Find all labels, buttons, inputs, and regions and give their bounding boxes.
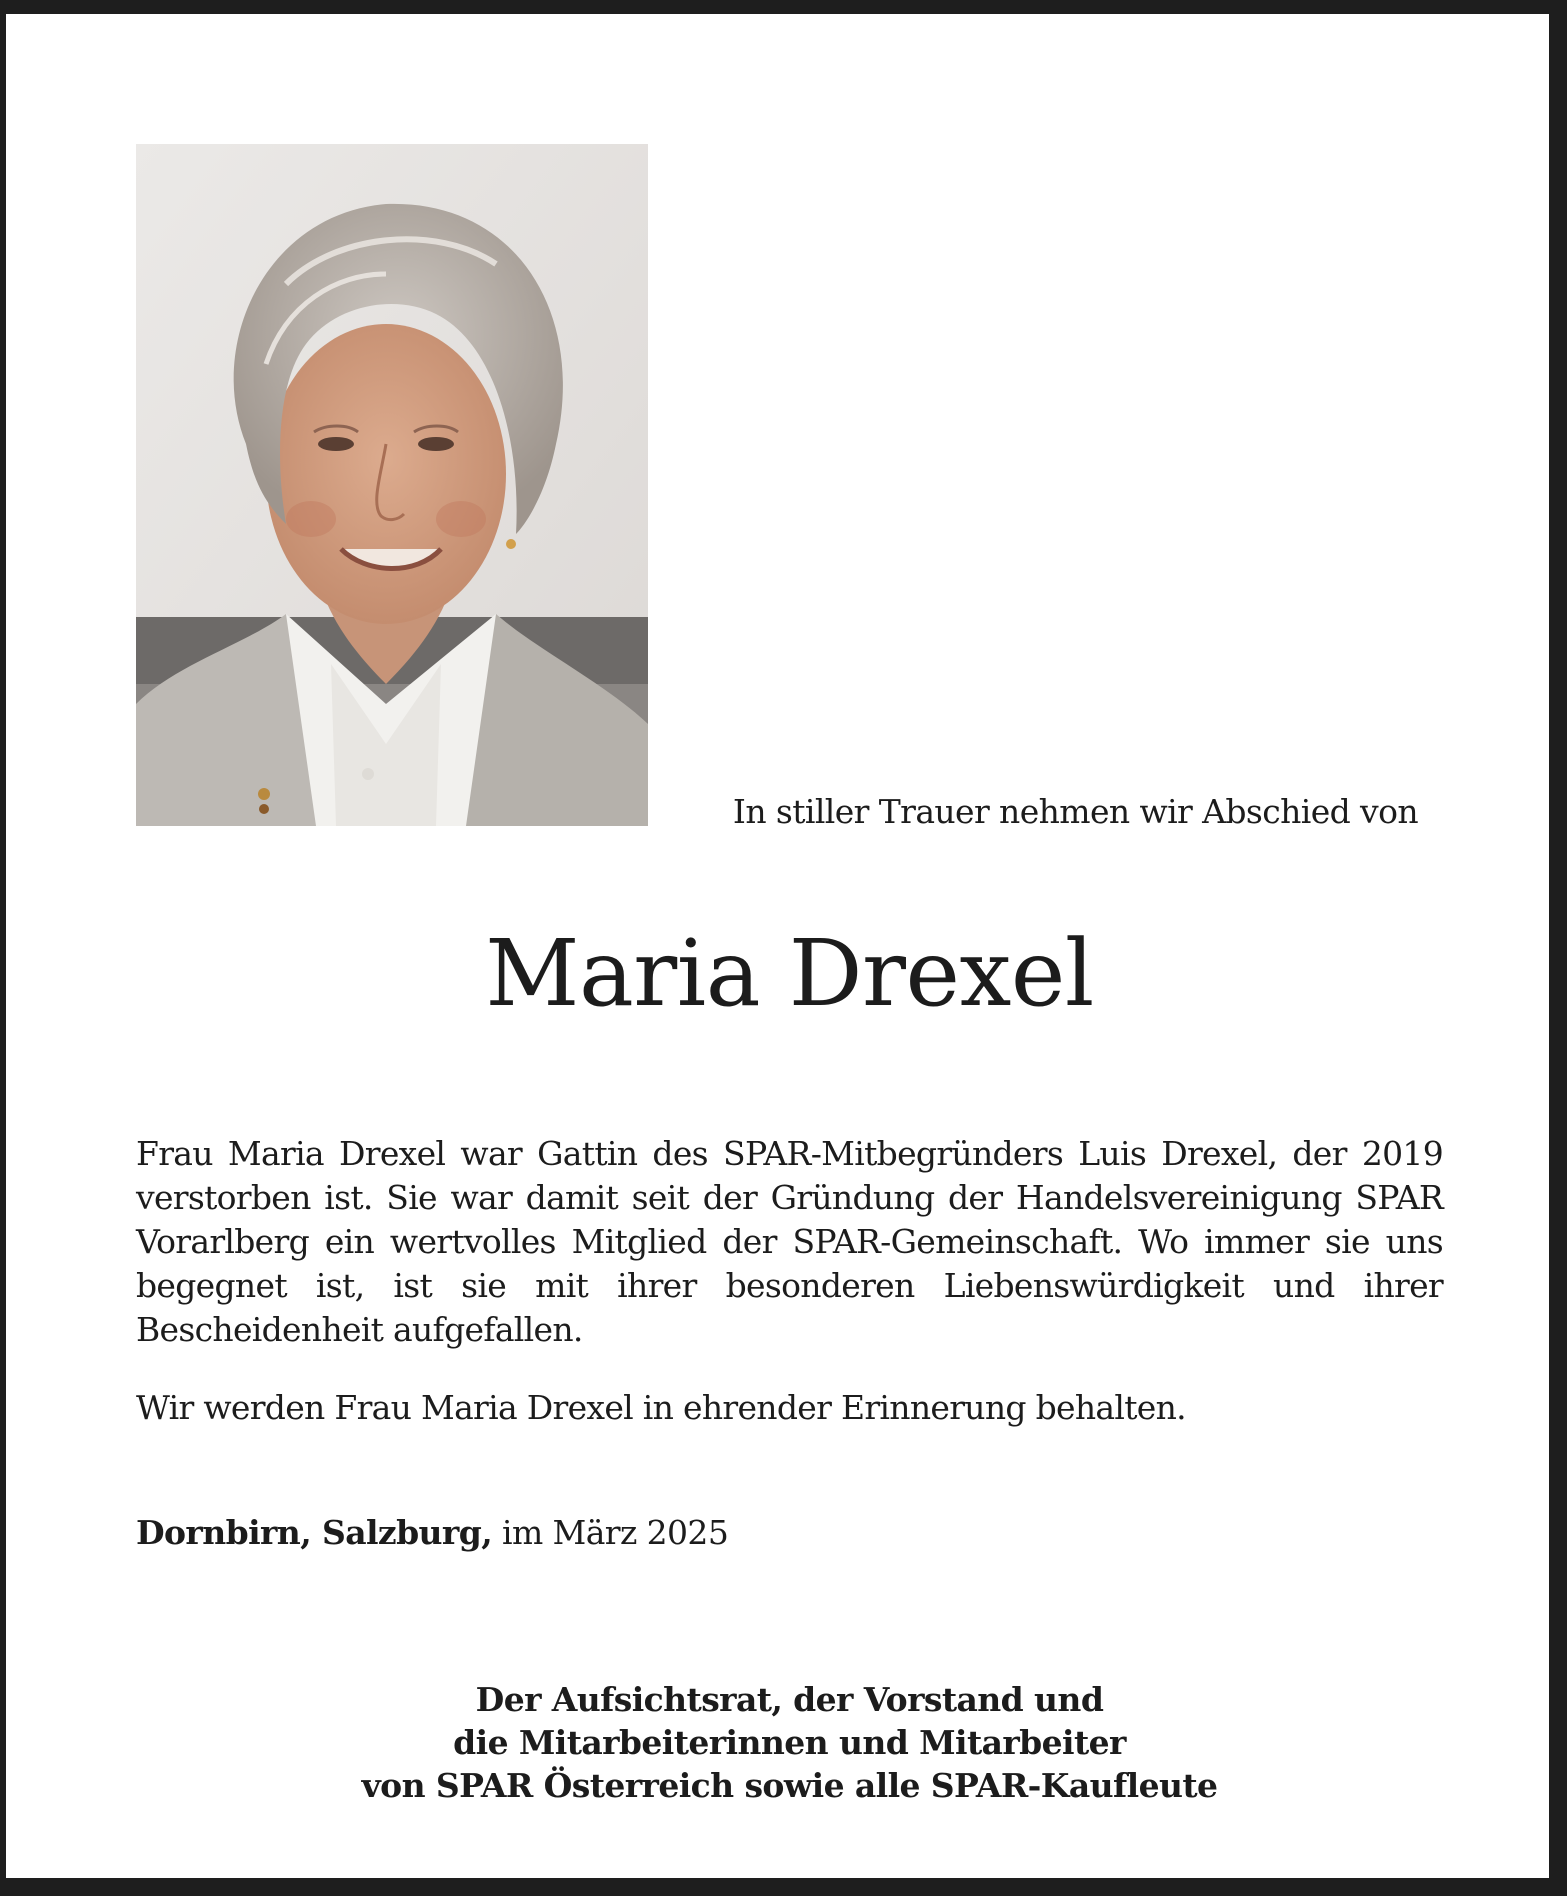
signature-line: die Mitarbeiterinnen und Mitarbeiter: [453, 1723, 1126, 1762]
date-text: im März 2025: [501, 1513, 729, 1552]
closing-sentence: Wir werden Frau Maria Drexel in ehrender Erinnerung behalten.: [136, 1388, 1186, 1427]
signature-line: von SPAR Österreich sowie alle SPAR-Kaufleute: [361, 1766, 1218, 1805]
obituary-body-text: Frau Maria Drexel war Gattin des SPAR-Mitbegründers Luis Drexel, der 2019 verstorben ist. Sie war damit seit der Gründung der Handelsvereinigung SPAR Vorarlberg ein wertvolles Mitglied der SPAR-Gemeinschaft. Wo immer sie uns begegnet ist, ist sie mit ihrer besonderen Liebenswürdigkeit und ihrer Bescheidenheit aufgefallen.: [136, 1134, 1443, 1349]
signature-block: [6, 1678, 1567, 1807]
intro-line: In stiller Trauer nehmen wir Abschied von: [732, 792, 1418, 831]
place-names: Dornbirn, Salzburg,: [136, 1513, 493, 1552]
deceased-name: Maria Drexel: [485, 920, 1094, 1027]
signature-line: Der Aufsichtsrat, der Vorstand und: [475, 1680, 1104, 1719]
portrait-photo: [136, 144, 648, 826]
place-date-line: [136, 1511, 728, 1555]
portrait-illustration: [136, 144, 648, 826]
